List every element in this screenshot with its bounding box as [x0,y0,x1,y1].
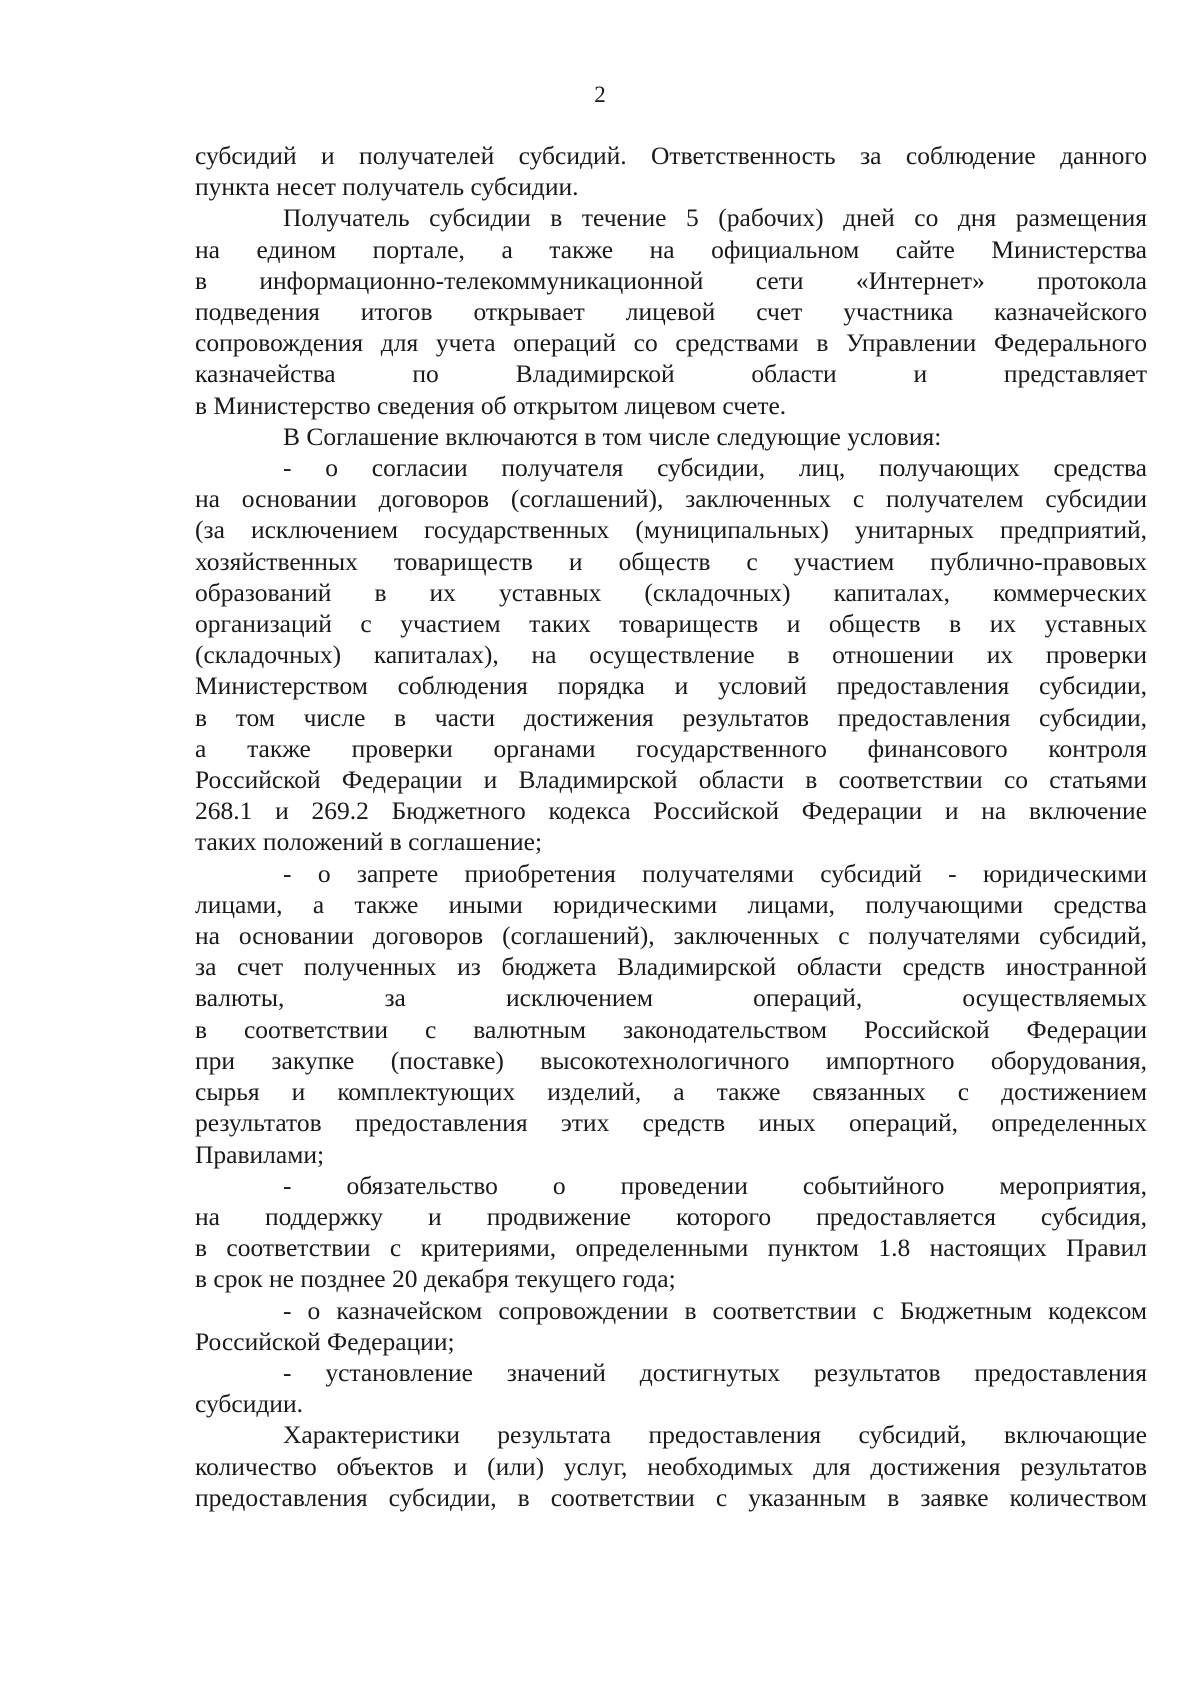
text-line: а также проверки органами государственного финансового контроля [195,733,1147,763]
paragraph-p9 [195,1419,1147,1513]
text-line: в соответствии с критериями, определенными пунктом 1.8 настоящих Правил [195,1233,1147,1263]
text-line: субсидий и получателей субсидий. Ответственность за соблюдение данного [195,141,1147,170]
paragraph-p3 [195,421,1147,452]
text-line: на основании договоров (соглашений), заключенных с получателем субсидии [195,484,1147,514]
text-line: субсидии. [195,1389,303,1419]
text-line: подведения итогов открывает лицевой счет участника казначейского [195,297,1147,327]
paragraph-p5 [195,858,1147,1170]
text-line: Получатель субсидии в течение 5 (рабочих) дней со дня размещения [283,203,1147,233]
text-line: пункта несет получатель субсидии. [195,172,579,202]
paragraph-p7 [195,1295,1147,1357]
text-line: предоставления субсидии, в соответствии с указанным в заявке количеством [195,1482,1147,1512]
text-line: в информационно-телекоммуникационной сети «Интернет» протокола [195,265,1147,295]
page-number: 2 [594,82,606,107]
text-line: организаций с участием таких товариществ и обществ в их уставных [195,609,1147,639]
document-body [195,140,1147,1513]
paragraph-p8 [195,1357,1147,1419]
text-line: результатов предоставления этих средств иных операций, определенных [195,1108,1147,1138]
text-line: Характеристики результата предоставления субсидий, включающие [283,1420,1147,1450]
text-line: на основании договоров (соглашений), заключенных с получателями субсидий, [195,921,1147,951]
paragraph-p1 [195,140,1147,202]
text-line: хозяйственных товариществ и обществ с участием публично-правовых [195,546,1147,576]
text-line: - о запрете приобретения получателями субсидий - юридическими [283,858,1147,888]
text-line: 268.1 и 269.2 Бюджетного кодекса Российской Федерации и на включение [195,796,1147,826]
text-line: казначейства по Владимирской области и представляет [195,359,1147,389]
text-line: валюты, за исключением операций, осуществляемых [195,983,1147,1013]
text-line: в срок не позднее 20 декабря текущего года; [195,1264,676,1294]
text-line: в Министерство сведения об открытом лицевом счете. [195,390,787,420]
text-line: (за исключением государственных (муниципальных) унитарных предприятий, [195,515,1147,545]
text-line: В Соглашение включаются в том числе следующие условия: [283,421,942,451]
paragraph-p6 [195,1170,1147,1295]
text-line: (складочных) капиталах), на осуществление в отношении их проверки [195,640,1147,670]
text-line: образований в их уставных (складочных) капиталах, коммерческих [195,577,1147,607]
text-line: Российской Федерации и Владимирской области в соответствии со статьями [195,765,1147,795]
text-line: сырья и комплектующих изделий, а также связанных с достижением [195,1077,1147,1107]
text-line: лицами, а также иными юридическими лицами, получающими средства [195,889,1147,919]
text-line: таких положений в соглашение; [195,827,543,857]
text-line: - о согласии получателя субсидии, лиц, получающих средства [283,453,1147,483]
text-line: за счет полученных из бюджета Владимирской области средств иностранной [195,952,1147,982]
paragraph-p2 [195,202,1147,420]
paragraph-p4 [195,452,1147,858]
text-line: в том числе в части достижения результатов предоставления субсидии, [195,702,1147,732]
text-line: количество объектов и (или) услуг, необходимых для достижения результатов [195,1451,1147,1481]
text-line: в соответствии с валютным законодательством Российской Федерации [195,1014,1147,1044]
text-line: Министерством соблюдения порядка и условий предоставления субсидии, [195,671,1147,701]
text-line: - о казначейском сопровождении в соответствии с Бюджетным кодексом [283,1295,1147,1325]
text-line: на едином портале, а также на официальном сайте Министерства [195,234,1147,264]
text-line: - установление значений достигнутых результатов предоставления [283,1357,1147,1387]
text-line: Российской Федерации; [195,1326,455,1356]
text-line: на поддержку и продвижение которого предоставляется субсидия, [195,1201,1147,1231]
text-line: сопровождения для учета операций со средствами в Управлении Федерального [195,328,1147,358]
text-line: Правилами; [195,1139,325,1169]
text-line: - обязательство о проведении событийного мероприятия, [283,1170,1147,1200]
text-line: при закупке (поставке) высокотехнологичного импортного оборудования, [195,1045,1147,1075]
